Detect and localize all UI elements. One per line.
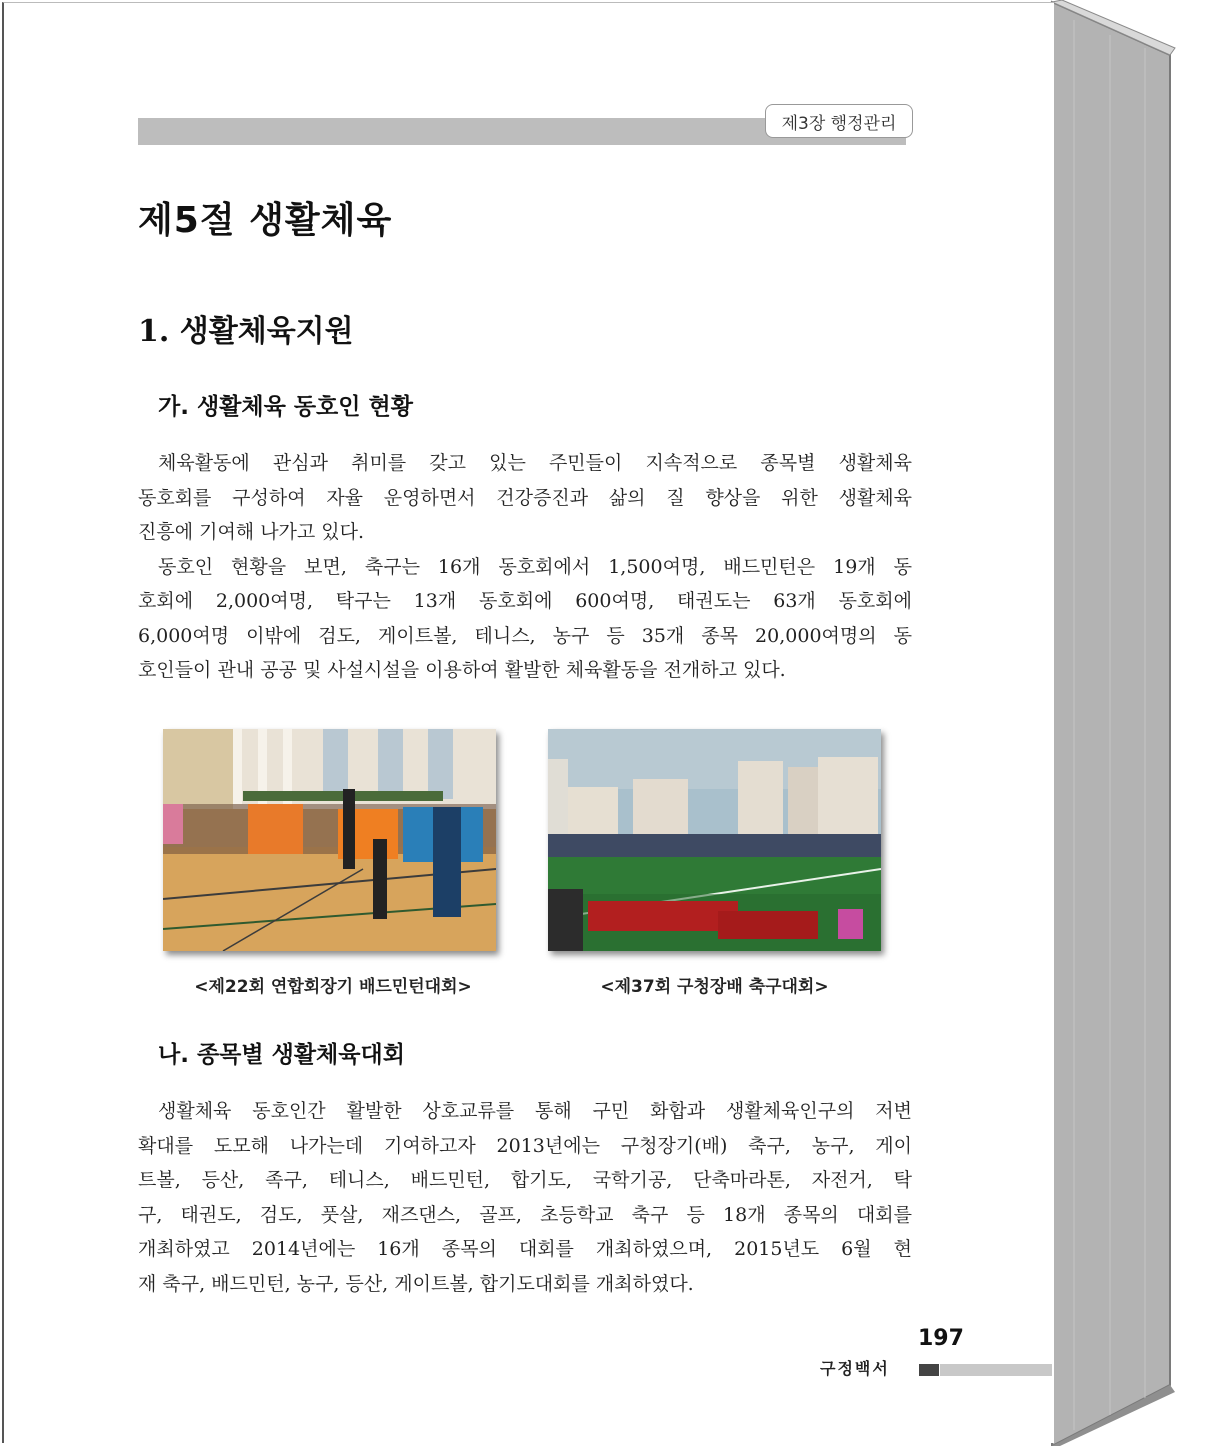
section-title: 제5절 생활체육 (138, 200, 393, 241)
text-line: 호회에 2,000여명, 탁구는 13개 동호회에 600여명, 태권도는 63개 동호회에 (138, 590, 912, 612)
text-line: 구, 태권도, 검도, 풋살, 재즈댄스, 골프, 초등학교 축구 등 18개 종목의 대회를 (138, 1203, 912, 1226)
text-line: 진흥에 기여해 나가고 있다. (138, 521, 365, 543)
soccer-photo (548, 729, 881, 951)
page-number: 197 (918, 1326, 964, 1351)
footer-bar (940, 1364, 1052, 1376)
paragraph-club-intro (138, 446, 912, 688)
text-line: 재 축구, 배드민턴, 농구, 등산, 게이트볼, 합기도대회를 개최하였다. (138, 1272, 694, 1295)
text-line: 트볼, 등산, 족구, 테니스, 배드민턴, 합기도, 국학기공, 단축마라톤, 자전거, 탁 (138, 1169, 912, 1191)
text-line: 동호회를 구성하여 자율 운영하면서 건강증진과 삶의 질 향상을 위한 생활체육 (138, 486, 912, 509)
text-line: 생활체육 동호인간 활발한 상호교류를 통해 구민 화합과 생활체육인구의 저변 (158, 1100, 912, 1122)
paragraph-competitions (138, 1094, 912, 1301)
text-line: 체육활동에 관심과 취미를 갖고 있는 주민들이 지속적으로 종목별 생활체육 (158, 452, 912, 474)
heading-part-b: 나. 종목별 생활체육대회 (158, 1042, 405, 1068)
heading-part-a: 가. 생활체육 동호인 현황 (158, 394, 413, 420)
text-line: 동호인 현황을 보면, 축구는 16개 동호회에서 1,500여명, 배드민턴은 19개 동 (158, 555, 912, 578)
text-line: 확대를 도모해 나가는데 기여하고자 2013년에는 구청장기(배) 축구, 농구, 게이 (138, 1134, 912, 1157)
text-line: 6,000여명 이밖에 검도, 게이트볼, 테니스, 농구 등 35개 종목 20,000여명의 동 (138, 624, 912, 647)
badminton-photo (163, 729, 496, 951)
badminton-photo-caption: <제22회 연합회장기 배드민턴대회> (194, 977, 472, 997)
text-line: 개최하였고 2014년에는 16개 종목의 대회를 개최하였으며, 2015년도 6월 현 (138, 1238, 912, 1260)
book-title: 구정백서 (820, 1359, 890, 1378)
footer-bar-marker (919, 1364, 939, 1376)
sub-title: 1. 생활체육지원 (138, 314, 354, 349)
text-line: 호인들이 관내 공공 및 사설시설을 이용하여 활발한 체육활동을 전개하고 있다. (138, 659, 786, 681)
chapter-tag: 제3장 행정관리 (765, 104, 913, 138)
soccer-photo-caption: <제37회 구청장배 축구대회> (600, 977, 829, 997)
